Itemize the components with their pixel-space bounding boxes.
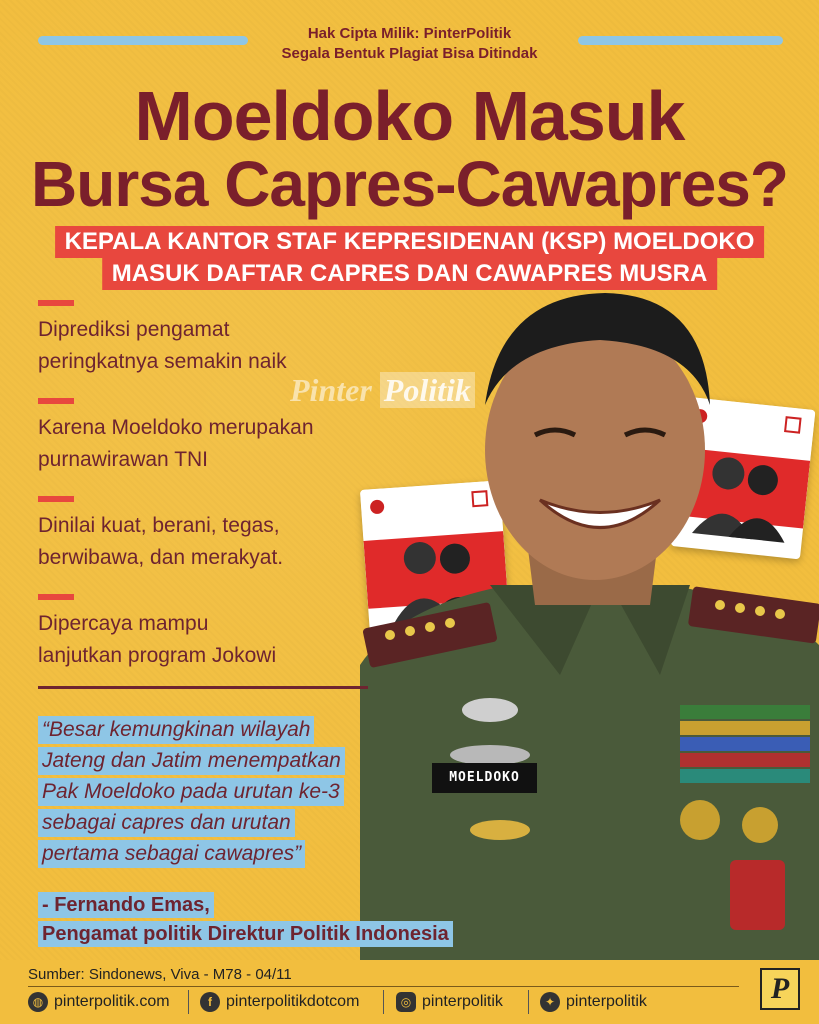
list-item <box>38 496 368 574</box>
instagram-icon: ◎ <box>396 992 416 1012</box>
point-line: Karena Moeldoko merupakan <box>38 416 314 439</box>
watermark-text-2: Politik <box>380 372 475 408</box>
separator <box>383 990 384 1014</box>
copyright-line-1: Hak Cipta Milik: PinterPolitik <box>307 25 512 42</box>
attribution <box>38 892 453 950</box>
facebook-icon: f <box>200 992 220 1012</box>
title-line-1: Moeldoko Masuk <box>134 77 685 155</box>
quote-line: sebagai capres dan urutan <box>38 809 295 837</box>
instagram-link[interactable] <box>396 992 503 1012</box>
list-item <box>38 594 368 672</box>
bullet-mark <box>38 594 74 600</box>
point-line: berwibawa, dan merakyat. <box>38 546 284 569</box>
facebook-label: pinterpolitikdotcom <box>226 993 360 1010</box>
quote-line: “Besar kemungkinan wilayah <box>38 716 314 744</box>
title-line-2: Bursa Capres-Cawapres? <box>31 148 788 220</box>
facebook-link[interactable] <box>200 992 359 1012</box>
footer-divider <box>28 986 739 987</box>
point-line: Diprediksi pengamat <box>38 318 230 341</box>
source-text: Sumber: Sindonews, Viva - M78 - 04/11 <box>28 966 292 983</box>
quote-line: Jateng dan Jatim menempatkan <box>38 747 345 775</box>
twitter-label: pinterpolitik <box>566 993 647 1010</box>
twitter-link[interactable] <box>540 992 647 1012</box>
list-item <box>38 398 368 476</box>
separator <box>528 990 529 1014</box>
point-line: Dinilai kuat, berani, tegas, <box>38 514 280 537</box>
point-line: purnawirawan TNI <box>38 448 209 471</box>
globe-icon: ◍ <box>28 992 48 1012</box>
divider <box>38 686 368 689</box>
attribution-name: - Fernando Emas, <box>38 892 214 918</box>
bullet-mark <box>38 398 74 404</box>
separator <box>188 990 189 1014</box>
subtitle-line-2: MASUK DAFTAR CAPRES DAN CAWAPRES MUSRA <box>102 258 718 290</box>
quote-line: Pak Moeldoko pada urutan ke-3 <box>38 778 344 806</box>
quote-block <box>38 716 418 871</box>
decorative-line-right <box>578 36 783 45</box>
pinterpolitik-logo: P <box>760 968 800 1010</box>
name-tag: MOELDOKO <box>449 770 520 785</box>
points-list <box>38 300 368 692</box>
website-link[interactable] <box>28 992 170 1012</box>
point-line: Dipercaya mampu <box>38 612 209 635</box>
quote-line: pertama sebagai cawapres” <box>38 840 305 868</box>
instagram-label: pinterpolitik <box>422 993 503 1010</box>
attribution-role: Pengamat politik Direktur Politik Indonesia <box>38 921 453 947</box>
website-label: pinterpolitik.com <box>54 993 170 1010</box>
decorative-line-left <box>38 36 248 45</box>
subtitle-line-1: KEPALA KANTOR STAF KEPRESIDENAN (KSP) MOELDOKO <box>55 226 765 258</box>
point-line: lanjutkan program Jokowi <box>38 644 277 667</box>
twitter-icon: ✦ <box>540 992 560 1012</box>
bullet-mark <box>38 300 74 306</box>
point-line: peringkatnya semakin naik <box>38 350 287 373</box>
copyright-line-2: Segala Bentuk Plagiat Bisa Ditindak <box>281 45 538 62</box>
watermark-text-1: Pinter <box>290 372 372 408</box>
bullet-mark <box>38 496 74 502</box>
list-item <box>38 300 368 378</box>
